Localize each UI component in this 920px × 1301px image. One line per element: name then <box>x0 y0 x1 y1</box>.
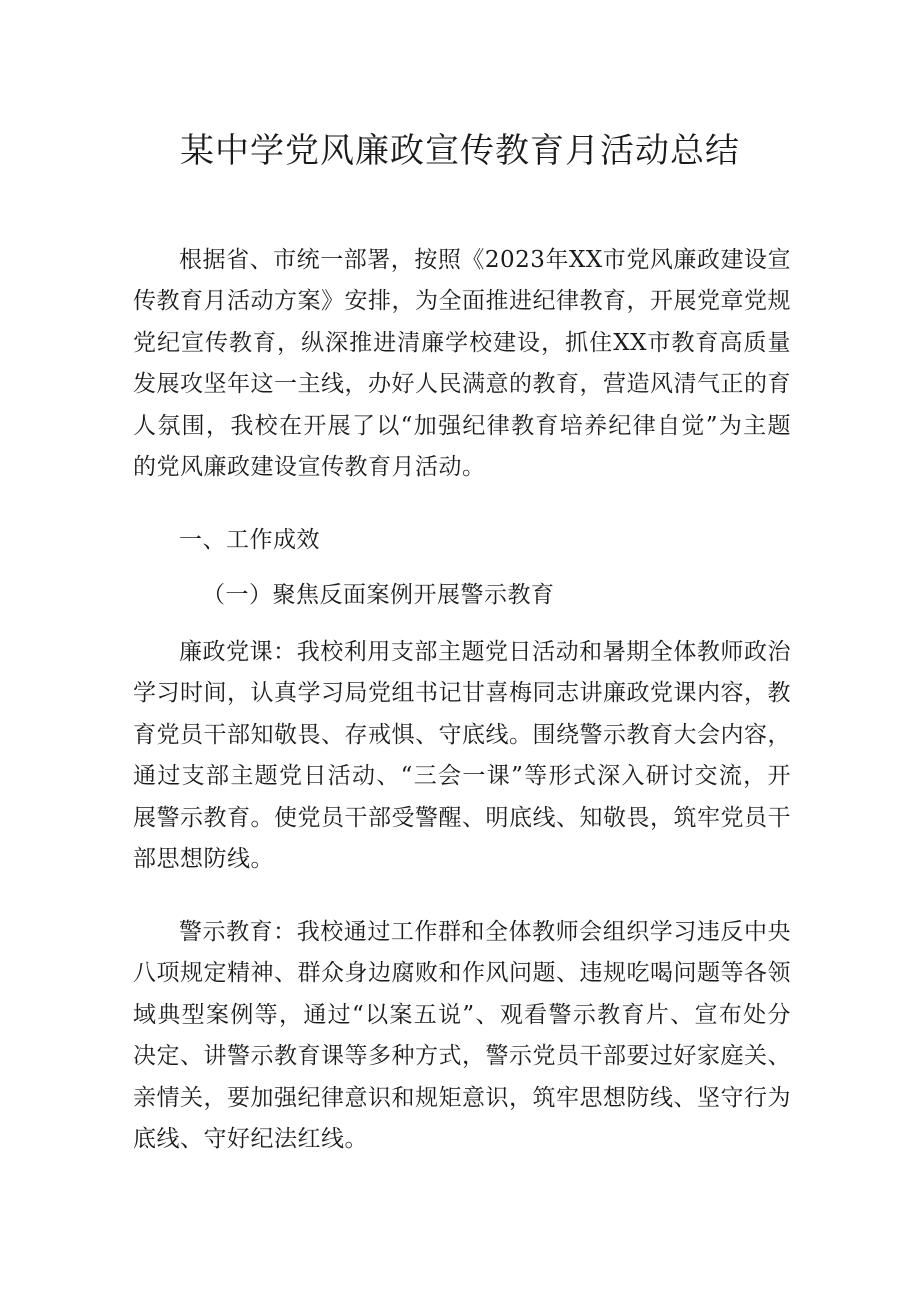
paragraph-integrity-lecture: 廉政党课：我校利用支部主题党日活动和暑期全体教师政治学习时间，认真学习局党组书记甘喜梅同志讲廉政党课内容，教育党员干部知敬畏、存戒惧、守底线。围绕警示教育大会内容，通过支部主题党日活动、“三会一课”等形式深入研讨交流，开展警示教育。使党员干部受警醒、明底线、知敬畏，筑牢党员干部思想防线。 <box>133 639 791 873</box>
section-heading: 一、工作成效 <box>179 527 320 553</box>
paragraph-warning-education: 警示教育：我校通过工作群和全体教师会组织学习违反中央八项规定精神、群众身边腐败和作风问题、违规吃喝问题等各领域典型案例等，通过“以案五说”、观看警示教育片、宣布处分决定、讲警示教育课等多种方式，警示党员干部要过好家庭关、亲情关，要加强纪律意识和规矩意识，筑牢思想防线、坚守行为底线、守好纪法红线。 <box>133 919 791 1153</box>
intro-paragraph: 根据省、市统一部署，按照《2023年XX市党风廉政建设宣传教育月活动方案》安排，为全面推进纪律教育，开展党章党规党纪宣传教育，纵深推进清廉学校建设，抓住XX市教育高质量发展攻坚年这一主线，办好人民满意的教育，营造风清气正的育人氛围，我校在开展了以“加强纪律教育培养纪律自觉”为主题的党风廉政建设宣传教育月活动。 <box>133 247 791 481</box>
document-title: 某中学党风廉政宣传教育月活动总结 <box>180 131 740 171</box>
subsection-heading: （一）聚焦反面案例开展警示教育 <box>202 582 555 608</box>
